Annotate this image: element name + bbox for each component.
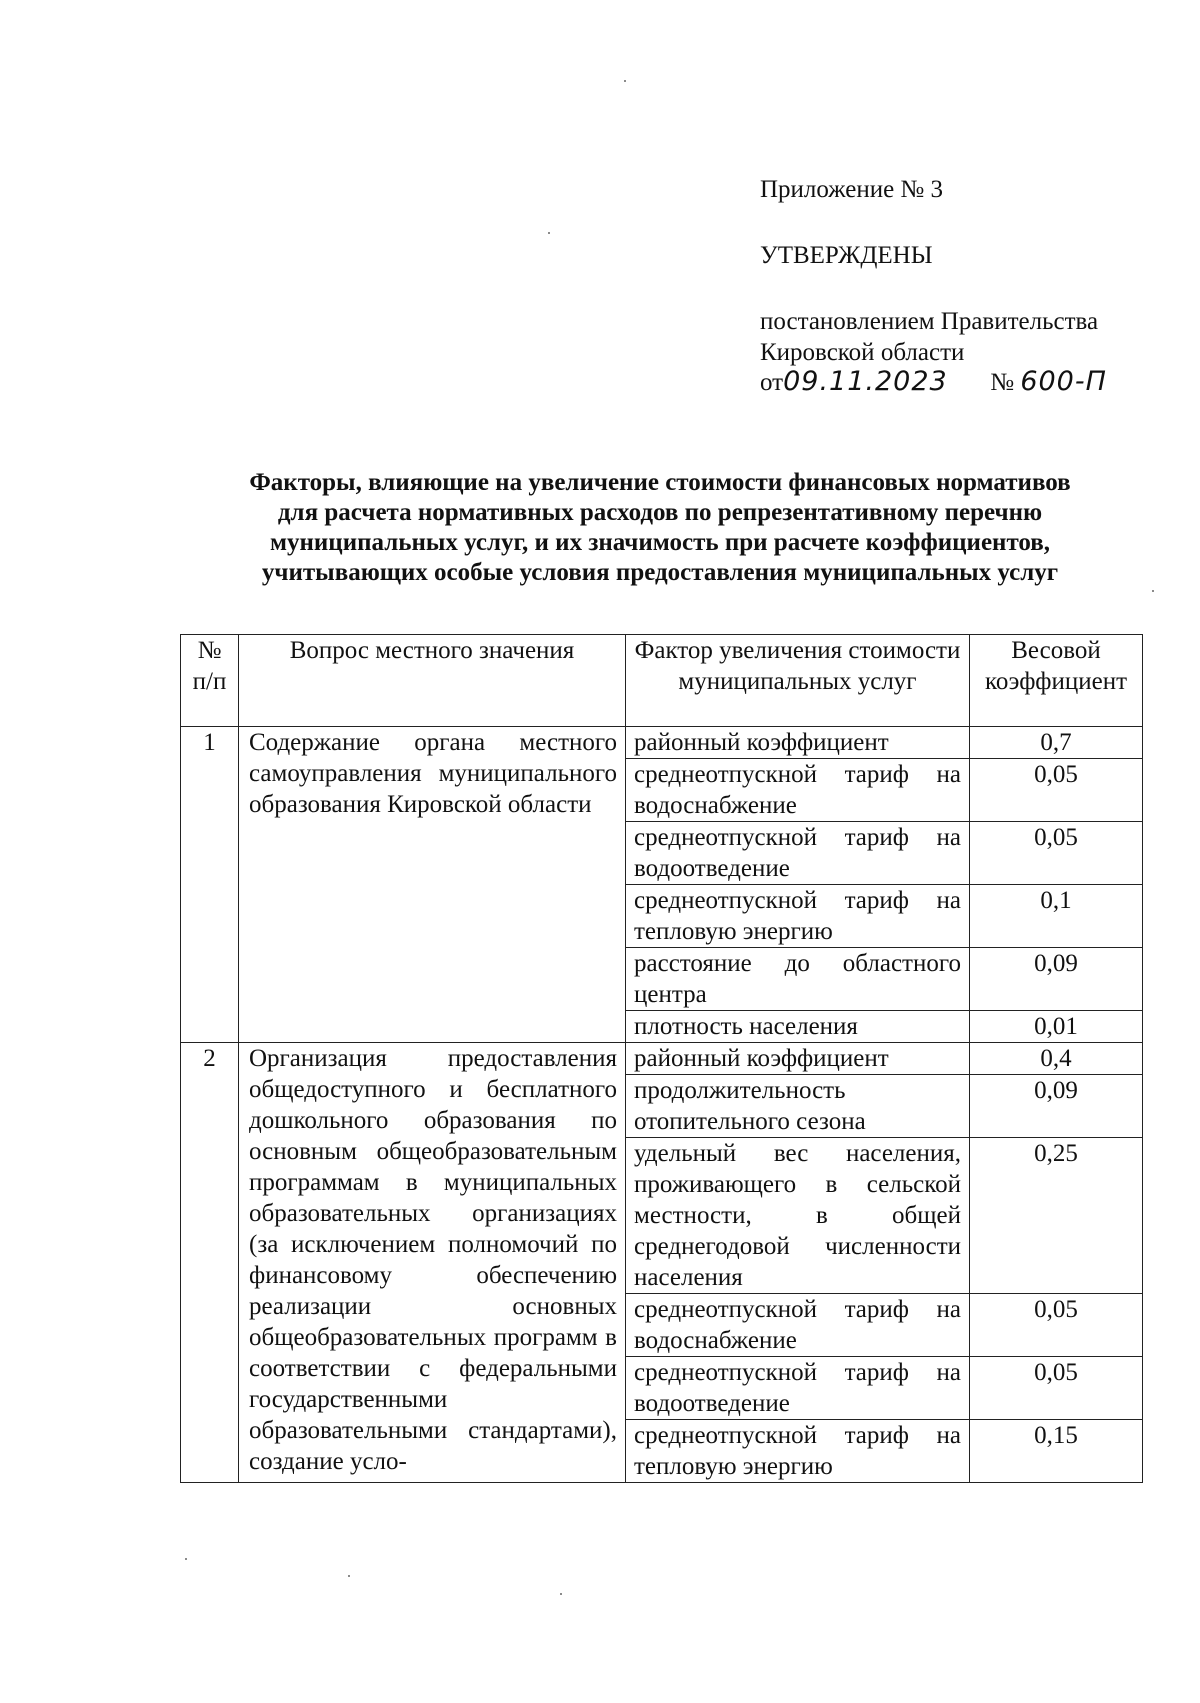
issue-cell: Содержание органа местного самоуправления муниципального образования Кировской области xyxy=(239,727,626,1043)
scan-speck xyxy=(624,80,626,82)
handwritten-date: 09.11.2023 xyxy=(783,366,948,397)
header-weight: Весовой коэффициент xyxy=(970,635,1143,727)
decree-date-number xyxy=(760,366,1107,398)
title-line: муниципальных услуг, и их значимость при расчете коэффициентов, xyxy=(269,529,1051,556)
weight-cell: 0,05 xyxy=(970,1357,1143,1420)
weight-cell: 0,25 xyxy=(970,1138,1143,1294)
table-row xyxy=(181,727,1143,759)
factor-cell: плотность населения xyxy=(626,1011,970,1043)
weight-cell: 0,09 xyxy=(970,948,1143,1011)
table-header-row xyxy=(181,635,1143,727)
factor-cell: среднеотпускной тариф на тепловую энергию xyxy=(626,885,970,948)
factor-cell: среднеотпускной тариф на водоотведение xyxy=(626,822,970,885)
weight-cell: 0,4 xyxy=(970,1043,1143,1075)
header-num: № п/п xyxy=(181,635,239,727)
weight-cell: 0,15 xyxy=(970,1420,1143,1483)
weight-cell: 0,05 xyxy=(970,822,1143,885)
scan-speck xyxy=(185,1558,187,1560)
number-prefix: № xyxy=(990,369,1015,396)
factor-cell: среднеотпускной тариф на водоотведение xyxy=(626,1357,970,1420)
table-row xyxy=(181,1043,1143,1075)
weight-cell: 0,05 xyxy=(970,1294,1143,1357)
factor-cell: удельный вес населения, проживающего в сельской местности, в общей среднегодовой численности населения xyxy=(626,1138,970,1294)
scan-speck xyxy=(348,1575,350,1577)
weight-cell: 0,1 xyxy=(970,885,1143,948)
appendix-label: Приложение № 3 xyxy=(760,176,944,203)
weight-cell: 0,7 xyxy=(970,727,1143,759)
title-line: учитывающих особые условия предоставления муниципальных услуг xyxy=(261,559,1059,586)
document-title xyxy=(180,468,1140,588)
approved-label: УТВЕРЖДЕНЫ xyxy=(760,242,933,269)
decree-line-2: Кировской области xyxy=(760,339,965,366)
factor-cell: районный коэффициент xyxy=(626,1043,970,1075)
weight-cell: 0,09 xyxy=(970,1075,1143,1138)
weight-cell: 0,01 xyxy=(970,1011,1143,1043)
scan-speck xyxy=(560,1593,562,1595)
factor-cell: среднеотпускной тариф на водоснабжение xyxy=(626,759,970,822)
factors-table xyxy=(180,634,1143,1483)
scan-speck xyxy=(548,232,550,234)
row-number: 2 xyxy=(181,1043,239,1483)
factor-cell: продолжительность отопительного сезона xyxy=(626,1075,970,1138)
title-line: Факторы, влияющие на увеличение стоимости финансовых нормативов xyxy=(249,469,1071,496)
header-issue: Вопрос местного значения xyxy=(239,635,626,727)
date-prefix: от xyxy=(760,369,784,396)
weight-cell: 0,05 xyxy=(970,759,1143,822)
header-factor: Фактор увеличения стоимости муниципальных услуг xyxy=(626,635,970,727)
factor-cell: районный коэффициент xyxy=(626,727,970,759)
factor-cell: среднеотпускной тариф на тепловую энергию xyxy=(626,1420,970,1483)
factor-cell: среднеотпускной тариф на водоснабжение xyxy=(626,1294,970,1357)
scan-speck xyxy=(1152,590,1154,592)
title-line: для расчета нормативных расходов по репрезентативному перечню xyxy=(277,499,1043,526)
handwritten-number: 600-П xyxy=(1020,366,1107,397)
issue-cell: Организация предоставления общедоступного и бесплатного дошкольного образования по основным общеобразовательным программам в муниципальных образовательных организациях (за исключением полномочий по финансовому обеспечению реализации основных общеобразовательных программ в соответствии с федеральными государственными образовательными стандартами), создание усло- xyxy=(239,1043,626,1483)
decree-line-1: постановлением Правительства xyxy=(760,308,1099,335)
row-number: 1 xyxy=(181,727,239,1043)
factor-cell: расстояние до областного центра xyxy=(626,948,970,1011)
